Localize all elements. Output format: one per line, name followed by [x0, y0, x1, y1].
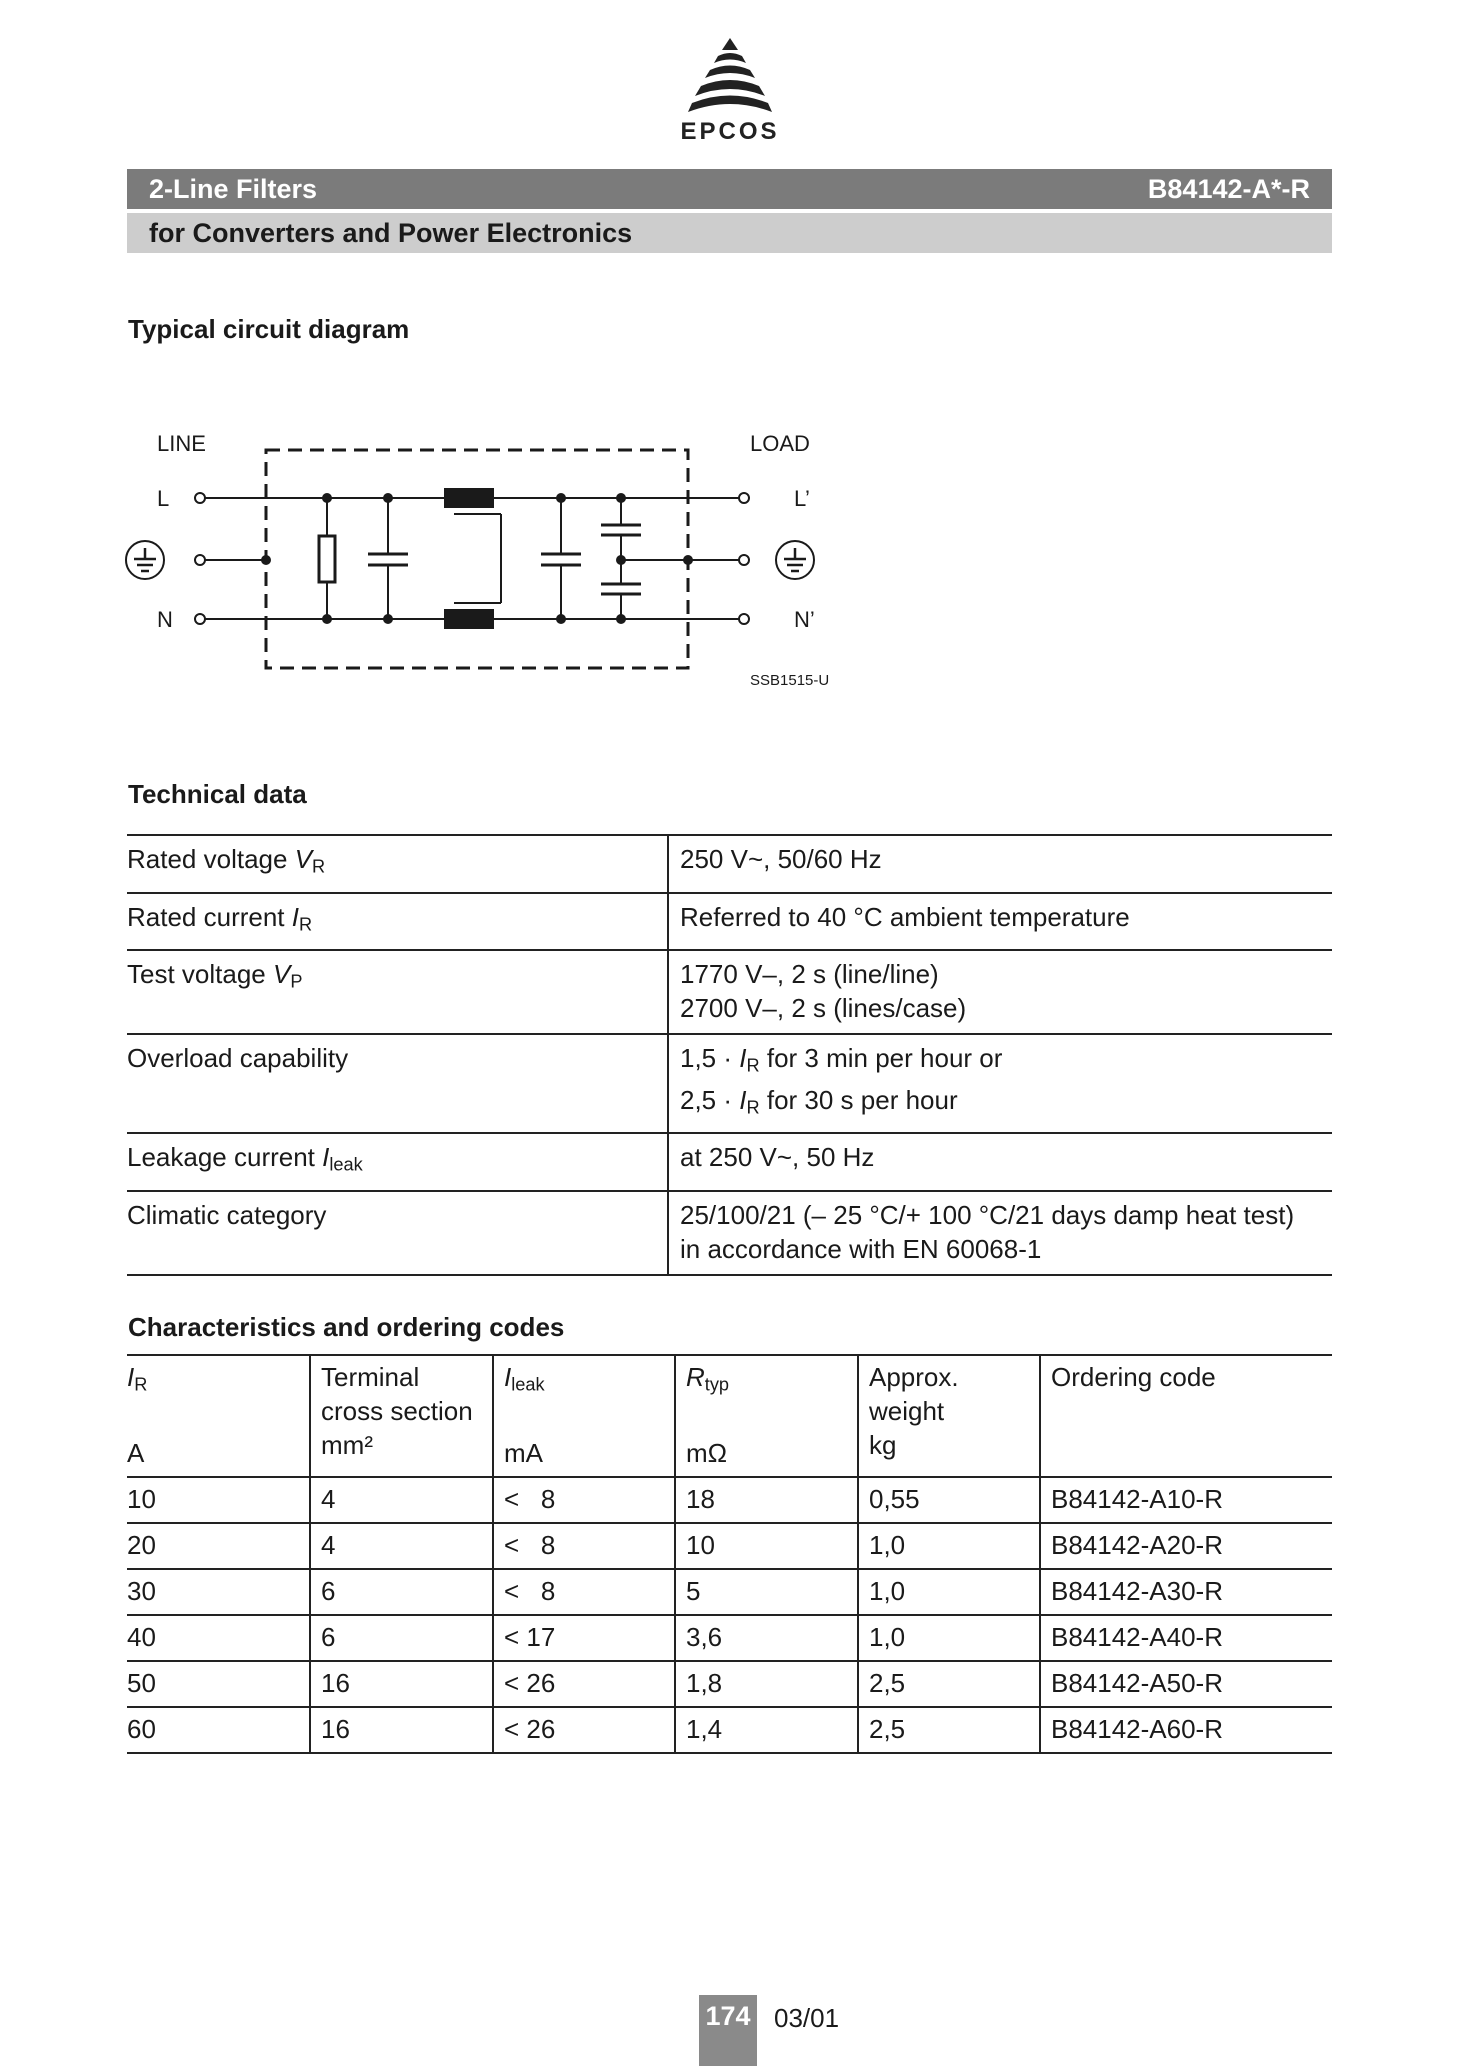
- pin-l-out: L’: [794, 486, 810, 511]
- part-number: B84142-A*-R: [1147, 173, 1310, 204]
- table-row: 40 6 < 17 3,6 1,0 B84142-A40-R: [127, 1615, 1332, 1661]
- table-header-row: [127, 1355, 1332, 1477]
- ordering-section-title: Characteristics and ordering codes: [128, 1312, 565, 1342]
- circuit-section-title: Typical circuit diagram: [128, 314, 410, 344]
- pin-n-out: N’: [794, 607, 815, 632]
- col-cross-section: Terminal cross section mm²: [310, 1355, 493, 1477]
- table-row: Rated current $I_R$ Referred to 40 °C ambient temperature: [127, 893, 1332, 951]
- brand-name: EPCOS: [680, 118, 780, 145]
- col-ordering-code: Ordering code: [1040, 1355, 1332, 1477]
- drawing-code: SSB1515-U: [750, 672, 830, 689]
- label-load: LOAD: [750, 431, 810, 456]
- table-row: 60 16 < 26 1,4 2,5 B84142-A60-R: [127, 1707, 1332, 1753]
- pin-l: L: [157, 486, 170, 511]
- epcos-logo: [670, 36, 790, 146]
- header-band: [127, 169, 1332, 209]
- table-row: Climatic category 25/100/21 (– 25 °C/+ 100 °C/21 days damp heat test) in accordance with EN 60068-1: [127, 1191, 1332, 1275]
- page-subtitle: for Converters and Power Electronics: [149, 217, 633, 248]
- table-row: Rated voltage $V_R$ 250 V~, 50/60 Hz: [127, 835, 1332, 893]
- choke-winding-l: [444, 488, 494, 508]
- col-resistance: $R_{typ}$ mΩ: [675, 1355, 858, 1477]
- table-row: Leakage current $I_{leak}$ at 250 V~, 50 Hz: [127, 1133, 1332, 1191]
- col-weight: Approx. weight kg: [858, 1355, 1040, 1477]
- tech-section-title: Technical data: [128, 779, 307, 809]
- choke-winding-n: [444, 609, 494, 629]
- page-title: 2-Line Filters: [149, 173, 318, 204]
- table-row: 20 4 < 8 10 1,0 B84142-A20-R: [127, 1523, 1332, 1569]
- table-row: Overload capability $1,5 \cdot I_R$ for 3 min per hour or $2,5 \cdot I_R$ for 30 s per hour: [127, 1034, 1332, 1133]
- ground-icon: [134, 548, 156, 571]
- page-number: 174: [699, 1995, 757, 2066]
- discharge-resistor: [319, 536, 335, 582]
- circuit-diagram: [120, 420, 860, 700]
- ground-icon: [784, 548, 806, 571]
- table-row: 10 4 < 8 18 0,55 B84142-A10-R: [127, 1477, 1332, 1523]
- subtitle-band: [127, 213, 1332, 253]
- pin-n: N: [157, 607, 173, 632]
- issue-date: 03/01: [774, 2003, 840, 2033]
- label-line: LINE: [157, 431, 206, 456]
- table-row: 30 6 < 8 5 1,0 B84142-A30-R: [127, 1569, 1332, 1615]
- epcos-triangle-logo-icon: [688, 36, 772, 116]
- table-row: Test voltage $V_P$ 1770 V–, 2 s (line/line) 2700 V–, 2 s (lines/case): [127, 950, 1332, 1034]
- technical-data-table: [127, 834, 1332, 1276]
- col-leakage-current: $I_{leak}$ mA: [493, 1355, 675, 1477]
- table-row: 50 16 < 26 1,8 2,5 B84142-A50-R: [127, 1661, 1332, 1707]
- col-rated-current: $I_R$ A: [127, 1355, 310, 1477]
- ordering-codes-table: [127, 1354, 1332, 1754]
